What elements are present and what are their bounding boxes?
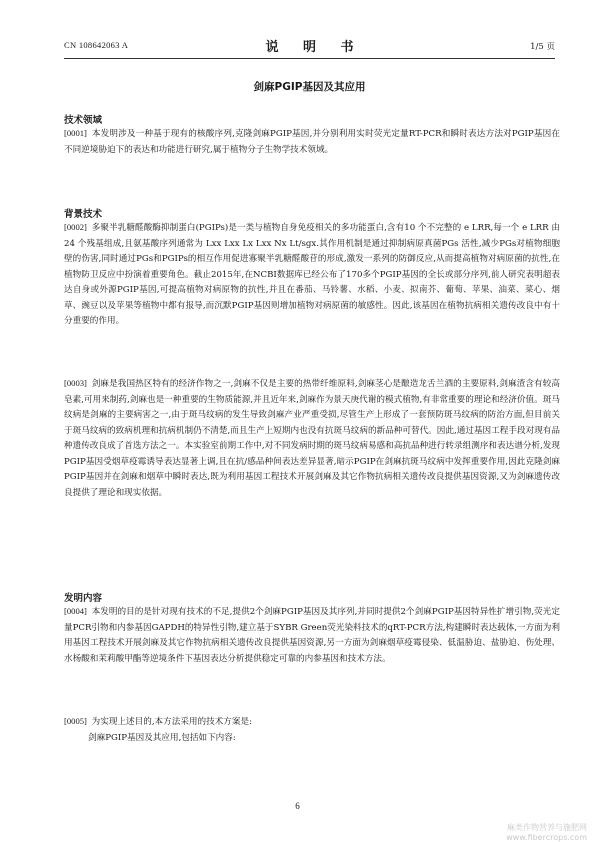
- paragraph-id: [0004]: [64, 606, 87, 616]
- paragraph-id: [0002]: [64, 222, 87, 232]
- publication-number: CN 108642063 A: [64, 40, 129, 50]
- document-type: 说 明 书: [265, 40, 364, 55]
- paragraph-0006: [64, 731, 560, 747]
- section-heading-invention: 发明内容: [64, 593, 103, 604]
- paragraph-0005: [64, 714, 560, 731]
- paragraph-0004: [64, 604, 560, 667]
- page-indicator: 1/5 页: [530, 42, 555, 52]
- paragraph-0001: [64, 126, 560, 158]
- paragraph-0002: [64, 220, 560, 330]
- paragraph-0003: [64, 376, 560, 501]
- page-number: 6: [295, 801, 300, 811]
- page-header: [64, 38, 555, 54]
- section-heading-tech-field: 技术领域: [64, 115, 103, 126]
- section-heading-background: 背景技术: [64, 209, 103, 220]
- paragraph-text: 剑麻PGIP基因及其应用,包括如下内容:: [88, 733, 236, 743]
- paragraph-id: [0003]: [64, 378, 87, 388]
- paragraph-text: 剑麻是我国热区特有的经济作物之一,剑麻不仅是主要的热带纤维原料,剑麻茎心是酿造龙舌兰酒的主要原料,剑麻渣含有较高皂素,可用来制药,剑麻也是一种重要的生物质能源,并且近年来,剑麻作为景天庚代谢的模式植物,有非常重要的理论和经济价值。斑马纹病是剑麻的主要病害之一,由于斑马纹病的发生导致剑麻产业严重受损,尽管生产上形成了一套预防斑马纹病的防治方面,但目前关于斑马纹病的致病机理和抗病机制仍不清楚,而且生产上短期内也没有抗斑马纹病的新品种可替代。因此,通过基因工程手段对现有品种遗传改良成了首选方法之一。本实验室前期工作中,对不同发病时期的斑马纹病易感和高抗品种进行转录组测序和表达谱分析,发现PGIP基因受烟草疫霉诱导表达显著上调,且在抗/感品种间表达差异显著,暗示PGIP在剑麻抗斑马纹病中发挥重要作用,因此克隆剑麻PGIP基因并在剑麻和烟草中瞬时表达,既为利用基因工程技术开展剑麻及其它作物抗病相关遗传改良提供基因资源,又为剑麻遗传改良提供了理论和现实依据。: [64, 379, 561, 498]
- paragraph-text: 本发明的目的是针对现有技术的不足,提供2个剑麻PGIP基因及其序列,并同时提供2个剑麻PGIP基因特异性扩增引物,荧光定量PCR引物和内参基因GAPDH的特异性引物,建立基于SYBR Green荧光染料技术的qRT-PCR方法,构建瞬时表达载体,一方面为利用基因工程技术开展剑麻及其它作物抗病相关遗传改良提供基因资源,另一方面为剑麻烟草疫霉侵染、低温胁迫、盐胁迫、伤处理、水杨酸和茉莉酸甲酯等逆境条件下基因表达分析提供稳定可靠的内参基因和技术方法。: [64, 607, 561, 664]
- paragraph-id: [0005]: [64, 716, 87, 726]
- watermark-url: www.fibercrops.com: [506, 833, 587, 842]
- watermark-name: 麻类作物营养与施肥网: [507, 823, 587, 832]
- paragraph-text: 本发明涉及一种基于现有的核酸序列,克隆剑麻PGIP基因,并分别利用实时荧光定量RT-PCR和瞬时表达方法对PGIP基因在不同逆境胁迫下的表达和功能进行研究,属于植物分子生物学技术领域。: [64, 129, 560, 155]
- paragraph-id: [0001]: [64, 128, 87, 138]
- watermark: [506, 823, 587, 842]
- paragraph-text: 多聚半乳糖醛酸酶抑制蛋白(PGIPs)是一类与植物自身免疫相关的多功能蛋白,含有10 个不完整的 e LRR,每一个 e LRR 由 24 个残基组成,且氨基酸序列通常为 Lxx Lxx Lx Lxx Nx Lt/sgx.其作用机制是通过抑制病原真菌PGs 活性,减少PGs对植物细胞壁的伤害,同时通过PGs和PGIPs的相互作用促进寡聚半乳糖醛酸苷的形成,激发一系列的防御反应,从而提高植物对病原菌的抗性,在植物防卫反应中扮演着重要角色。截止2015年,在NCBI数据库已经公布了170多个PGIP基因的全长或部分序列,前人研究表明超表达自身或外源PGIP基因,可提高植物对病原物的抗性,并且在番茄、马铃薯、水稻、小麦、拟南芥、葡萄、苹果、油菜、菜心、烟草、豌豆以及苹果等植物中都有报导,而沉默PGIP基因则增加植物对病原菌的敏感性。因此,该基因在植物抗病相关遗传改良中有十分重要的作用。: [64, 223, 560, 327]
- header-divider: [64, 58, 555, 59]
- document-title: 剑麻PGIP基因及其应用: [253, 81, 366, 93]
- paragraph-text: 为实现上述目的,本方法采用的技术方案是:: [91, 717, 252, 727]
